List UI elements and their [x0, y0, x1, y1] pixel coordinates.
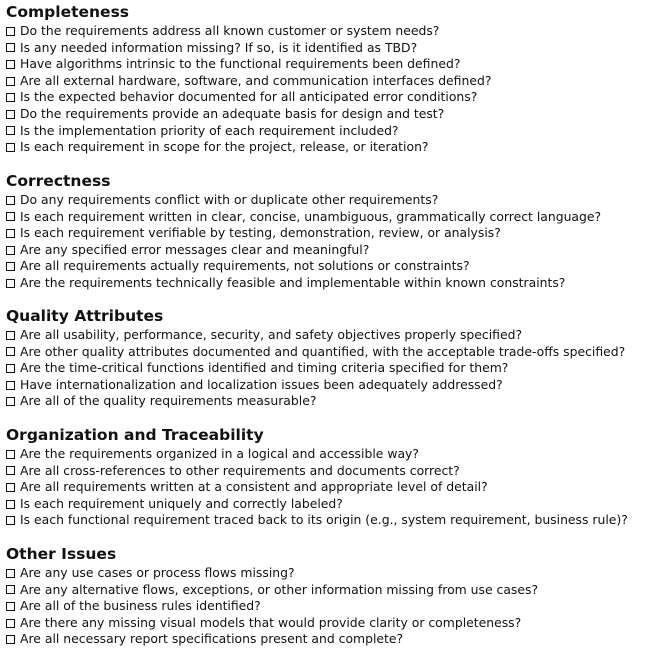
- checklist-item-text: Have internationalization and localization issues been adequately addressed?: [20, 376, 503, 392]
- checklist-item: [6, 582, 659, 599]
- checklist-item: [6, 446, 659, 463]
- section-title: Organization and Traceability: [6, 426, 264, 444]
- checkbox-icon[interactable]: [6, 619, 15, 628]
- checkbox-icon[interactable]: [6, 229, 15, 238]
- checklist-item: [6, 192, 659, 209]
- checklist-item-text: Are any alternative flows, exceptions, or other information missing from use cases?: [20, 581, 539, 597]
- checkbox-icon[interactable]: [6, 212, 15, 221]
- checkbox-icon[interactable]: [6, 27, 15, 36]
- section-title: Other Issues: [6, 545, 117, 563]
- checkbox-icon[interactable]: [6, 635, 15, 644]
- checklist-item-text: Are the time-critical functions identified and timing criteria specified for them?: [20, 360, 509, 376]
- checkbox-icon[interactable]: [6, 279, 15, 288]
- checklist-item-text: Are other quality attributes documented and quantified, with the acceptable trade-offs specified?: [20, 343, 626, 359]
- checklist-item-text: Are all requirements actually requirements, not solutions or constraints?: [20, 258, 470, 274]
- checklist-item: [6, 275, 659, 292]
- checklist-item-text: Are there any missing visual models that would provide clarity or completeness?: [20, 614, 522, 630]
- checklist-item: [6, 225, 659, 242]
- checkbox-icon[interactable]: [6, 110, 15, 119]
- checklist-item: [6, 496, 659, 513]
- checklist-item: [6, 123, 659, 140]
- checkbox-icon[interactable]: [6, 43, 15, 52]
- section-correctness: [6, 170, 659, 292]
- checklist-item: [6, 512, 659, 529]
- checklist-item-text: Are the requirements technically feasible and implementable within known constraints?: [20, 274, 566, 290]
- checkbox-icon[interactable]: [6, 262, 15, 271]
- checklist-item: [6, 40, 659, 57]
- checklist-item-text: Are all requirements written at a consistent and appropriate level of detail?: [20, 479, 488, 495]
- checklist-item-text: Is each requirement uniquely and correctly labeled?: [20, 495, 343, 511]
- checklist-item-text: Is the expected behavior documented for all anticipated error conditions?: [20, 89, 478, 105]
- checklist-item: [6, 139, 659, 156]
- checkbox-icon[interactable]: [6, 196, 15, 205]
- checklist-item: [6, 327, 659, 344]
- checkbox-icon[interactable]: [6, 77, 15, 86]
- checkbox-icon[interactable]: [6, 569, 15, 578]
- checklist-item: [6, 23, 659, 40]
- checklist-item-text: Do the requirements address all known customer or system needs?: [20, 23, 440, 38]
- checklist-item-text: Are all of the business rules identified?: [20, 598, 261, 614]
- section-title: Completeness: [6, 3, 130, 21]
- section-quality-attributes: [6, 305, 659, 410]
- checklist-item-text: Is the implementation priority of each requirement included?: [20, 122, 399, 138]
- checklist-item: [6, 89, 659, 106]
- section-organization-and-traceability: [6, 424, 659, 529]
- checkbox-icon[interactable]: [6, 93, 15, 102]
- checkbox-icon[interactable]: [6, 585, 15, 594]
- checklist-item-text: Are all of the quality requirements measurable?: [20, 393, 317, 409]
- checkbox-icon[interactable]: [6, 364, 15, 373]
- checklist-item-text: Is each requirement in scope for the project, release, or iteration?: [20, 139, 429, 155]
- checklist-item: [6, 360, 659, 377]
- checklist-item: [6, 615, 659, 632]
- checklist-item: [6, 344, 659, 361]
- checklist: [6, 327, 659, 410]
- checklist-item-text: Are the requirements organized in a logical and accessible way?: [20, 446, 419, 461]
- checklist-item-text: Do the requirements provide an adequate basis for design and test?: [20, 105, 445, 121]
- checkbox-icon[interactable]: [6, 516, 15, 525]
- section-other-issues: [6, 543, 659, 648]
- section-title: Quality Attributes: [6, 307, 164, 325]
- checkbox-icon[interactable]: [6, 397, 15, 406]
- checklist-item: [6, 479, 659, 496]
- checkbox-icon[interactable]: [6, 500, 15, 509]
- checkbox-icon[interactable]: [6, 466, 15, 475]
- checklist-item: [6, 242, 659, 259]
- checklist-item-text: Are all external hardware, software, and communication interfaces defined?: [20, 72, 492, 88]
- checkbox-icon[interactable]: [6, 331, 15, 340]
- checklist-item-text: Is each requirement verifiable by testing, demonstration, review, or analysis?: [20, 225, 501, 241]
- checklist-item-text: Is each requirement written in clear, concise, unambiguous, grammatically correct language?: [20, 208, 602, 224]
- checklist-item: [6, 598, 659, 615]
- checklist-item-text: Do any requirements conflict with or duplicate other requirements?: [20, 192, 439, 207]
- checklist-item: [6, 463, 659, 480]
- checklist-item: [6, 258, 659, 275]
- checklist-item: [6, 393, 659, 410]
- checkbox-icon[interactable]: [6, 60, 15, 69]
- checkbox-icon[interactable]: [6, 126, 15, 135]
- checklist-item: [6, 377, 659, 394]
- checklist: [6, 446, 659, 529]
- checklist-item-text: Is any needed information missing? If so, is it identified as TBD?: [20, 39, 418, 55]
- checkbox-icon[interactable]: [6, 483, 15, 492]
- checklist-item: [6, 209, 659, 226]
- checklist-item-text: Are any specified error messages clear and meaningful?: [20, 241, 370, 257]
- checklist-item-text: Is each functional requirement traced back to its origin (e.g., system requirement, business rule)?: [20, 512, 628, 528]
- checklist-item-text: Are any use cases or process flows missing?: [20, 565, 295, 580]
- checklist-item-text: Are all usability, performance, security, and safety objectives properly specified?: [20, 327, 523, 342]
- checklist-item: [6, 73, 659, 90]
- section-title: Correctness: [6, 172, 111, 190]
- checkbox-icon[interactable]: [6, 381, 15, 390]
- checklist-item: [6, 56, 659, 73]
- checkbox-icon[interactable]: [6, 347, 15, 356]
- checklist-item-text: Are all cross-references to other requirements and documents correct?: [20, 462, 460, 478]
- checklist-item-text: Have algorithms intrinsic to the functional requirements been defined?: [20, 56, 461, 72]
- checklist: [6, 192, 659, 292]
- checkbox-icon[interactable]: [6, 450, 15, 459]
- checklist-item: [6, 631, 659, 648]
- checklist-item: [6, 565, 659, 582]
- checklist-item-text: Are all necessary report specifications present and complete?: [20, 631, 404, 647]
- checklist: [6, 565, 659, 648]
- checkbox-icon[interactable]: [6, 143, 15, 152]
- checklist-item: [6, 106, 659, 123]
- checklist: [6, 23, 659, 156]
- checkbox-icon[interactable]: [6, 602, 15, 611]
- section-completeness: [6, 1, 659, 156]
- checkbox-icon[interactable]: [6, 246, 15, 255]
